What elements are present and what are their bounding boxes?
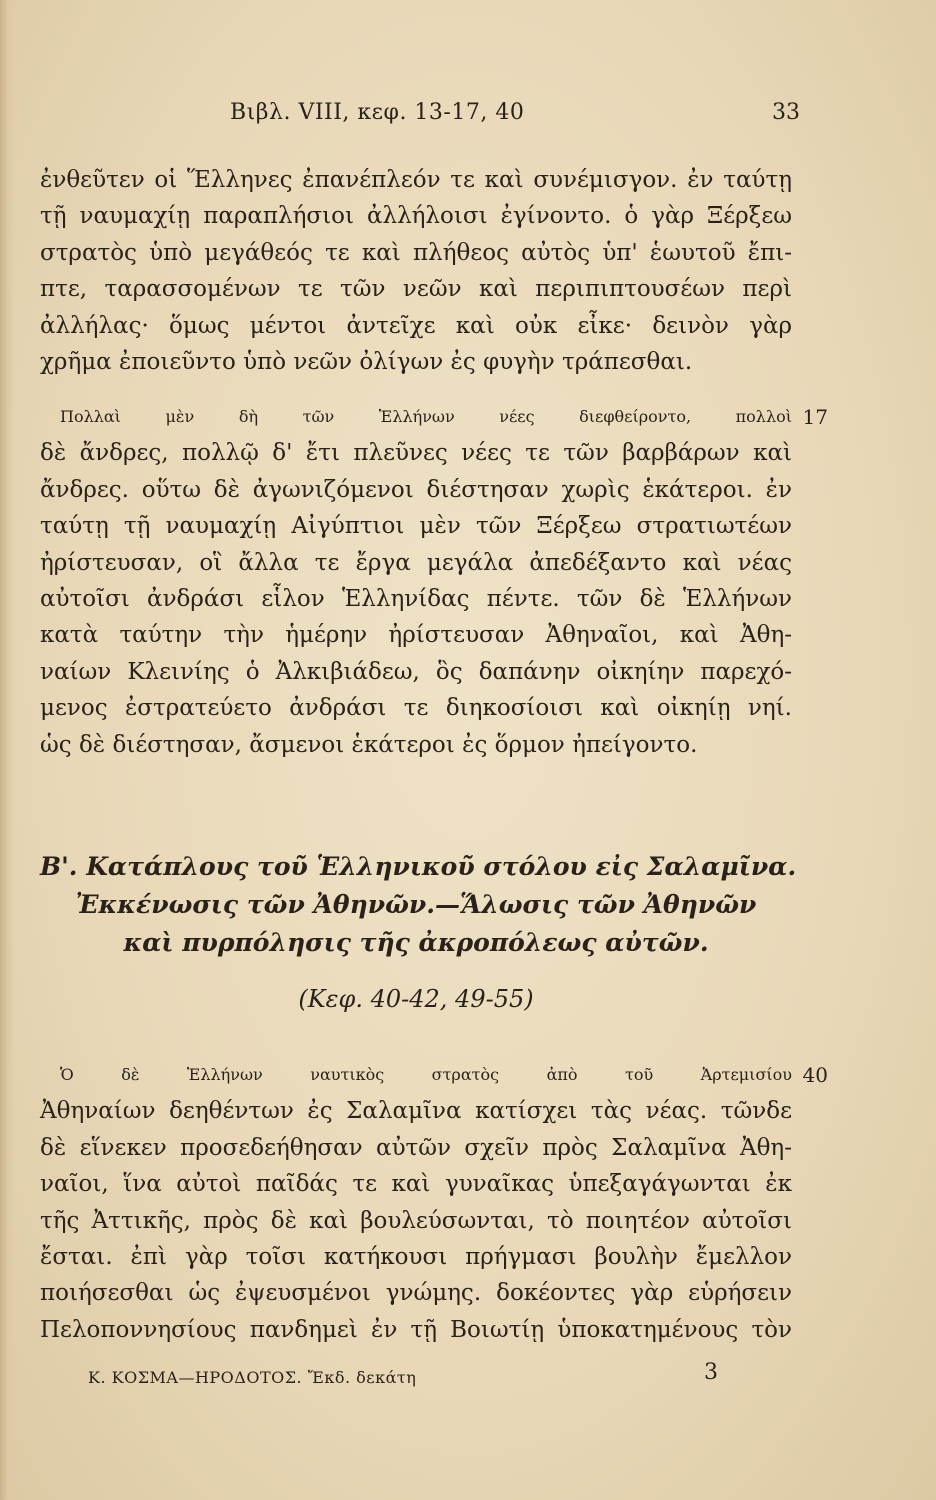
text-line: στρατὸς ὑπὸ μεγάθεός τε καὶ πλήθεος αὐτὸς ὑπ' ἑωυτοῦ ἔπι- [40,239,792,266]
page-header [230,100,800,136]
page-left-edge [0,0,14,1500]
text-line: Πελοποννησίους πανδημεὶ ἐν τῇ Βοιωτίῃ ὑποκατημένους τὸν [40,1316,792,1343]
text-line: ναίων Κλεινίης ὁ Ἀλκιβιάδεω, ὃς δαπάνην οἰκηίην παρεχό- [40,658,792,685]
text-line: αὐτοῖσι ἀνδράσι εἷλον Ἑλληνίδας πέντε. τῶν δὲ Ἑλλήνων [40,585,792,612]
paragraph-2 [40,399,828,763]
page-footer [88,1360,718,1394]
text-line: ἔσται. ἐπὶ γὰρ τοῖσι κατήκουσι πρήγμασι βουλὴν ἔμελλον [40,1243,792,1270]
text-line: Ὁ δὲ Ἑλλήνων ναυτικὸς στρατὸς ἀπὸ τοῦ Ἀρτεμισίου [60,1065,792,1084]
text-line: δὲ εἵνεκεν προσεδεήθησαν αὐτῶν σχεῖν πρὸς Σαλαμῖνα Ἀθη- [40,1134,792,1161]
text-line: ἄνδρες. οὕτω δὲ ἀγωνιζόμενοι διέστησαν χωρὶς ἑκάτεροι. ἐν [40,476,792,503]
chapter-reference: (Κεφ. 40-42, 49-55) [298,985,534,1013]
text-line: μενος ἐστρατεύετο ἀνδράσι τε διηκοσίοισι καὶ οἰκηίῃ νηί. [40,695,792,722]
text-line: ὡς δὲ διέστησαν, ἄσμενοι ἑκάτεροι ἐς ὅρμον ἠπείγοντο. [40,731,698,758]
text-line: ποιήσεσθαι ὡς ἐψευσμένοι γνώμης. δοκέοντες γὰρ εὑρήσειν [40,1280,792,1307]
text-line: ἠρίστευσαν, οἳ ἄλλα τε ἔργα μεγάλα ἀπεδέξαντο καὶ νέας [40,549,792,576]
text-line: ἐνθεῦτεν οἱ Ἕλληνες ἐπανέπλεόν τε καὶ συνέμισγον. ἐν ταύτῃ [40,167,792,193]
text-line: τῆς Ἀττικῆς, πρὸς δὲ καὶ βουλεύσωνται, τὸ ποιητέον αὐτοῖσι [40,1207,792,1234]
chapter-number-17: 17 [802,405,828,429]
text-line: ἀλλήλας· ὅμως μέντοι ἀντεῖχε καὶ οὐκ εἶκε· δεινὸν γὰρ [40,312,792,339]
text-line: πτε, ταρασσομένων τε τῶν νεῶν καὶ περιπιπτουσέων περὶ [40,276,792,303]
section-title-line: Β'. Κατάπλους τοῦ Ἑλληνικοῦ στόλου εἰς Σαλαμῖνα. [40,852,797,881]
text-line: ναῖοι, ἵνα αὐτοὶ παῖδάς τε καὶ γυναῖκας ὑπεξαγάγωνται ἐκ [40,1171,792,1198]
running-head: Βιβλ. VIII, κεφ. 13-17, 40 [230,100,525,125]
publisher-imprint: Κ. ΚΟΣΜΑ—ΗΡΟΔΟΤΟΣ. Ἔκδ. δεκάτη [88,1368,417,1387]
paragraph-1 [40,162,792,380]
section-title-line: Ἐκκένωσις τῶν Ἀθηνῶν.—Ἅλωσις τῶν Ἀθηνῶν [75,890,757,919]
signature-mark: 3 [704,1360,718,1385]
text-line: Πολλαὶ μὲν δὴ τῶν Ἑλλήνων νέες διεφθείροντο, πολλοὶ [60,407,792,426]
section-title [40,848,797,962]
text-line: χρῆμα ἐποιεῦντο ὑπὸ νεῶν ὀλίγων ἐς φυγὴν τράπεσθαι. [40,348,693,375]
text-line: δὲ ἄνδρες, πολλῷ δ' ἔτι πλεῦνες νέες τε τῶν βαρβάρων καὶ [40,440,792,467]
text-line: ταύτῃ τῇ ναυμαχίῃ Αἰγύπτιοι μὲν τῶν Ξέρξεω στρατιωτέων [40,513,792,540]
text-line: Ἀθηναίων δεηθέντων ἐς Σαλαμῖνα κατίσχει τὰς νέας. τῶνδε [40,1098,792,1125]
section-title-line: καὶ πυρπόλησις τῆς ἀκροπόλεως αὐτῶν. [123,928,709,957]
text-line: τῇ ναυμαχίῃ παραπλήσιοι ἀλλήλοισι ἐγίνοντο. ὁ γὰρ Ξέρξεω [40,203,792,230]
text-line: κατὰ ταύτην τὴν ἡμέρην ἠρίστευσαν Ἀθηναῖοι, καὶ Ἀθη- [40,622,792,649]
chapter-number-40: 40 [802,1063,828,1087]
page-number: 33 [772,100,800,125]
paragraph-3 [40,1057,828,1348]
